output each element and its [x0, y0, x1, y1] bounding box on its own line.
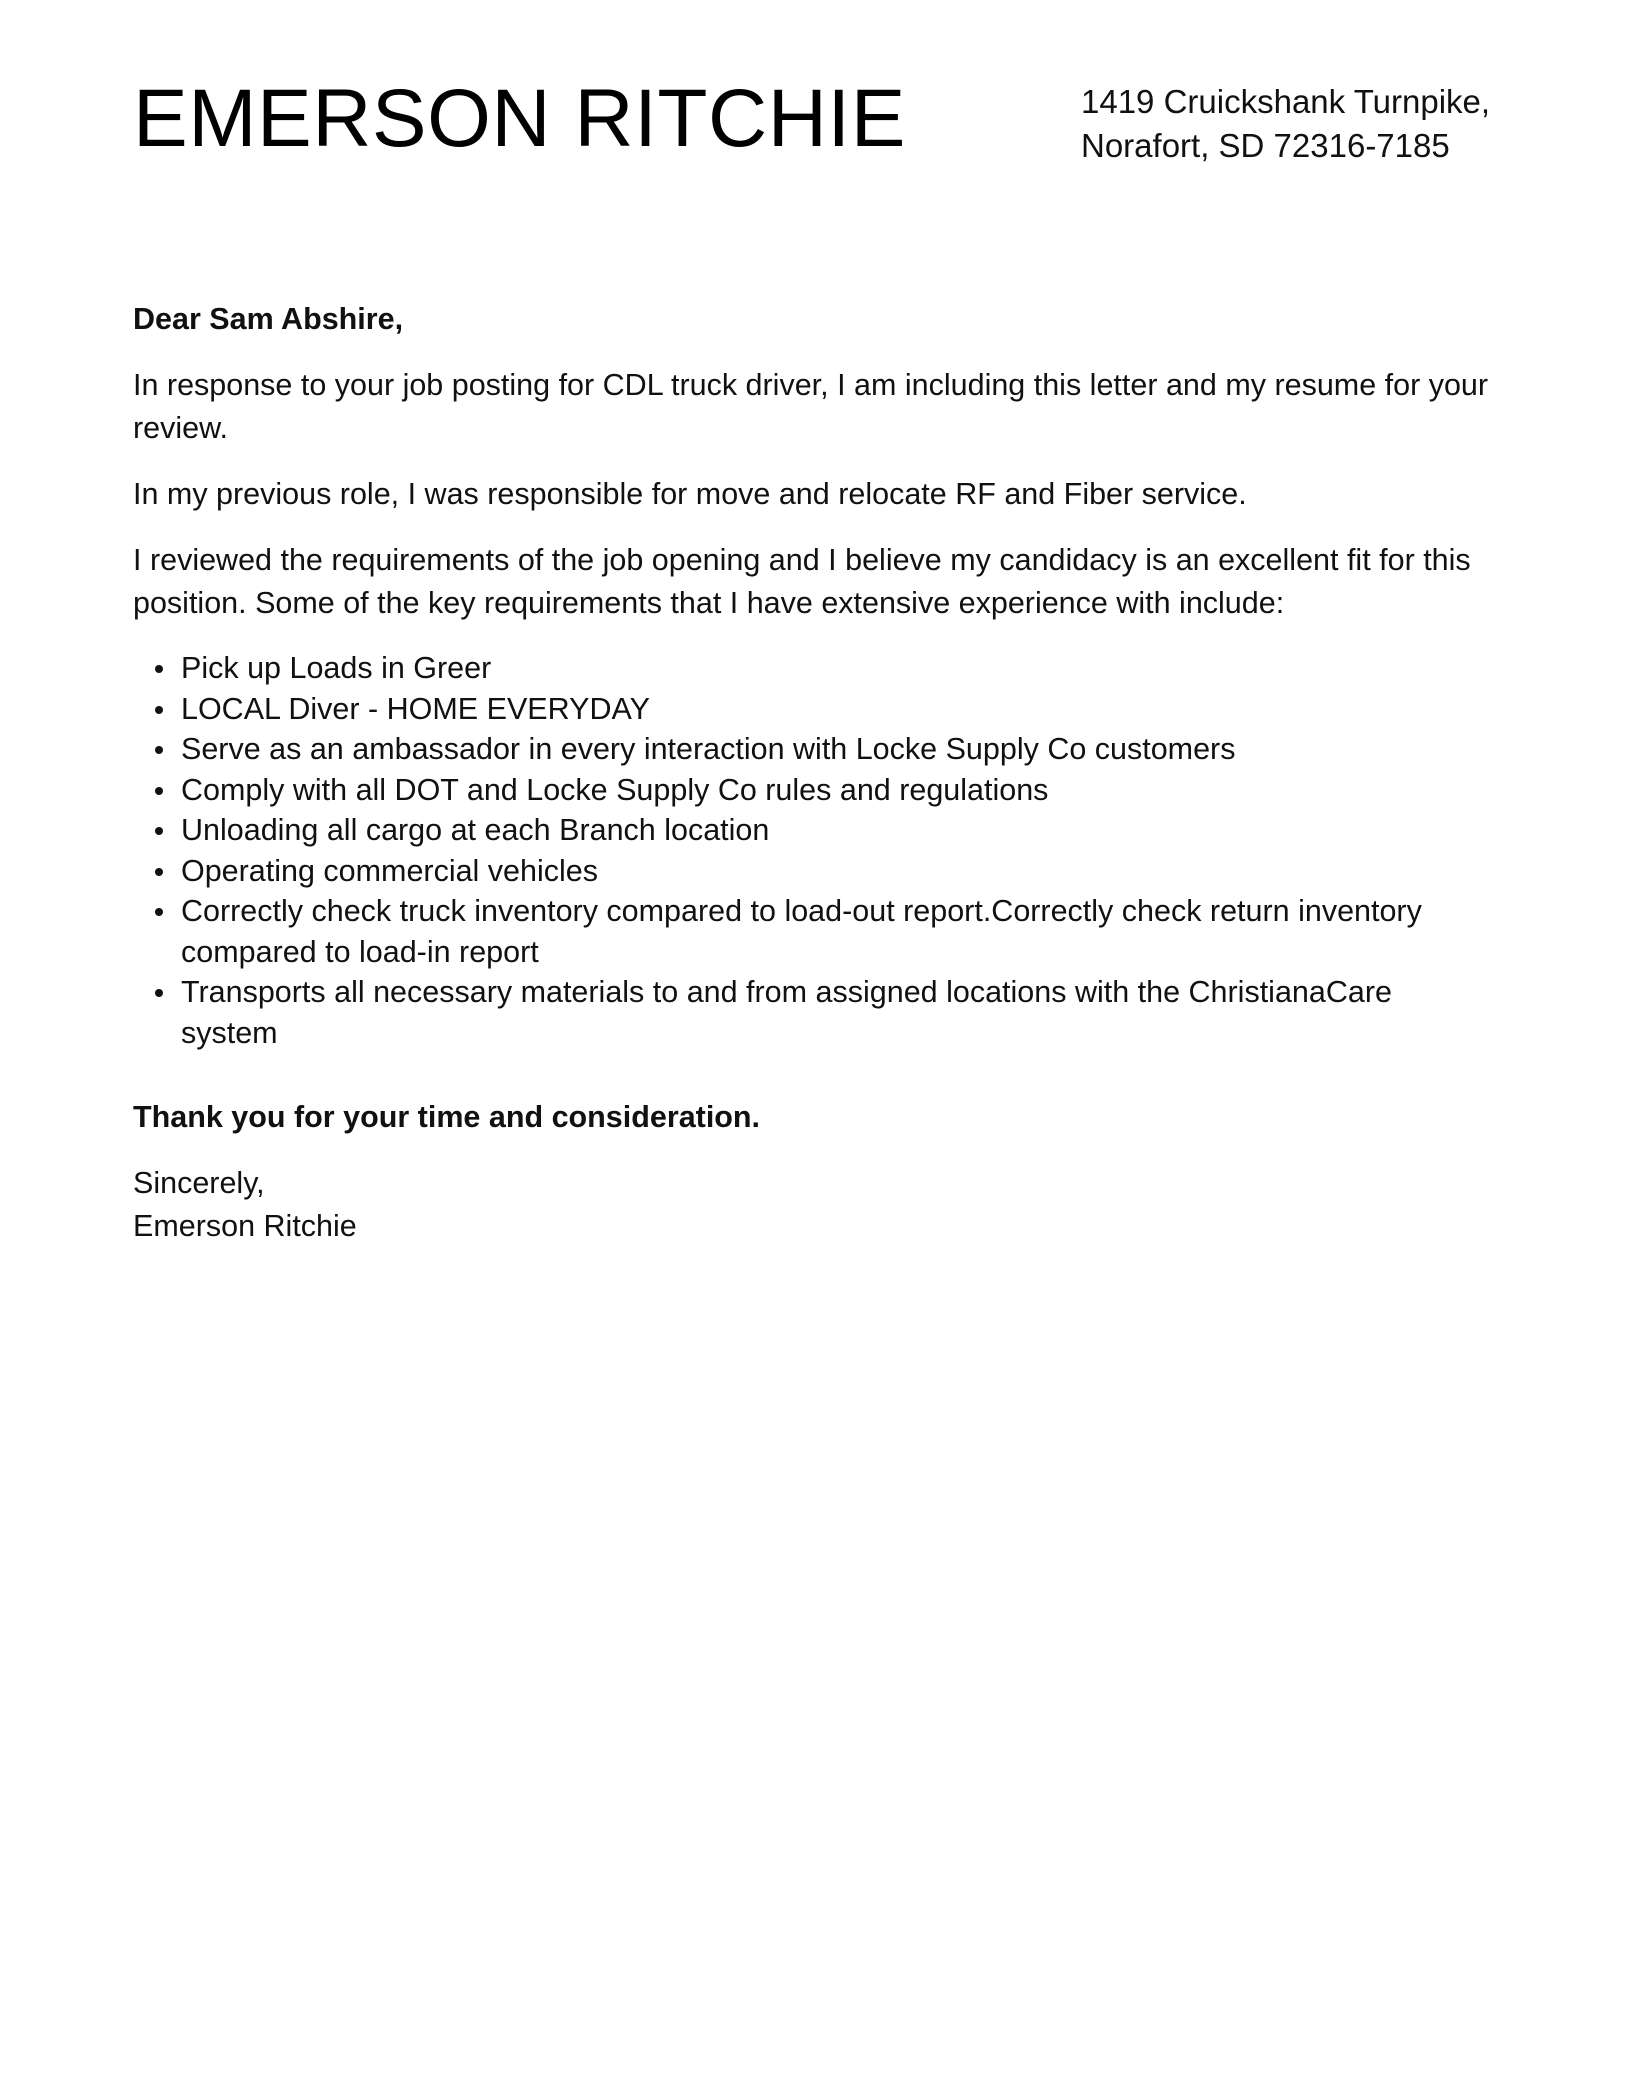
- paragraph-requirements: I reviewed the requirements of the job opening and I believe my candidacy is an excellent fit for this position. Some of the key requirements that I have extensive experience with include:: [133, 543, 1471, 620]
- address-line-2: Norafort, SD 72316-7185: [1081, 127, 1450, 164]
- applicant-address: [1081, 80, 1490, 168]
- letter-header: [133, 0, 1499, 240]
- list-item: Unloading all cargo at each Branch location: [181, 810, 1493, 851]
- list-item: Operating commercial vehicles: [181, 851, 1493, 892]
- thank-you-line: Thank you for your time and consideration.: [133, 1100, 761, 1134]
- signature-name: Emerson Ritchie: [133, 1209, 357, 1243]
- applicant-name: EMERSON RITCHIE: [133, 73, 906, 164]
- closing-word: Sincerely,: [133, 1166, 265, 1200]
- closing-block: [133, 1162, 1493, 1248]
- list-item: LOCAL Diver - HOME EVERYDAY: [181, 689, 1493, 730]
- paragraph-intro: In response to your job posting for CDL truck driver, I am including this letter and my resume for your review.: [133, 368, 1489, 445]
- address-line-1: 1419 Cruickshank Turnpike,: [1081, 83, 1491, 120]
- requirements-list: [133, 648, 1493, 1053]
- salutation: Dear Sam Abshire,: [133, 302, 404, 336]
- list-item: Transports all necessary materials to and from assigned locations with the ChristianaCare system: [181, 972, 1493, 1053]
- list-item: Correctly check truck inventory compared to load-out report.Correctly check return inventory compared to load-in report: [181, 891, 1493, 972]
- paragraph-previous-role: In my previous role, I was responsible for move and relocate RF and Fiber service.: [133, 477, 1247, 511]
- letter-body: [133, 298, 1493, 1248]
- list-item: Comply with all DOT and Locke Supply Co rules and regulations: [181, 770, 1493, 811]
- list-item: Pick up Loads in Greer: [181, 648, 1493, 689]
- list-item: Serve as an ambassador in every interaction with Locke Supply Co customers: [181, 729, 1493, 770]
